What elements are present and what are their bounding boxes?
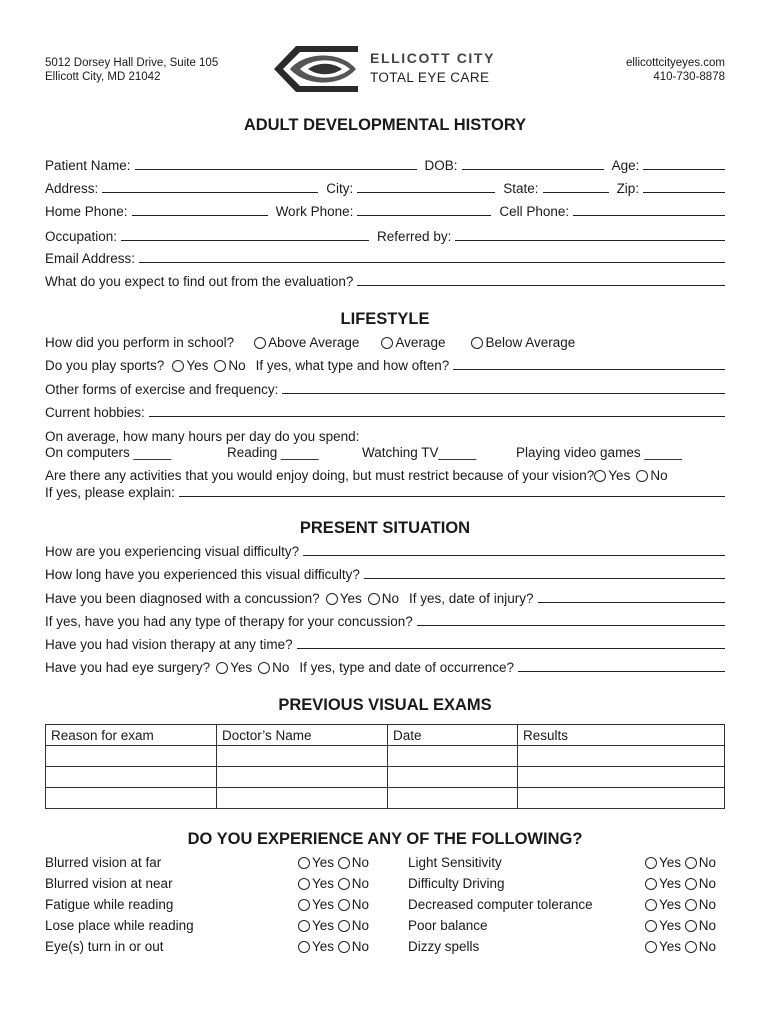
label-cell-phone: Cell Phone: bbox=[499, 204, 570, 219]
option-label: Yes bbox=[608, 468, 631, 483]
concussion-no[interactable] bbox=[368, 591, 399, 606]
referred-by-field[interactable] bbox=[455, 239, 725, 241]
table-cell[interactable] bbox=[518, 767, 725, 788]
label-age: Age: bbox=[611, 158, 640, 173]
label-dob: DOB: bbox=[424, 158, 458, 173]
logo-name: ELLICOTT CITY bbox=[370, 50, 496, 66]
option-average[interactable] bbox=[381, 335, 445, 350]
patient-info-row-5 bbox=[45, 251, 725, 266]
label-home-phone: Home Phone: bbox=[45, 204, 128, 219]
table-cell[interactable] bbox=[46, 767, 217, 788]
present-q2: How long have you experienced this visual difficulty? bbox=[45, 567, 360, 582]
address-line-1: 5012 Dorsey Hall Drive, Suite 105 bbox=[45, 57, 219, 69]
patient-name-field[interactable] bbox=[135, 168, 417, 170]
hours-tv[interactable]: Watching TV_____ bbox=[362, 445, 477, 460]
explain-row bbox=[45, 485, 725, 500]
option-label: No bbox=[698, 897, 717, 912]
table-cell[interactable] bbox=[388, 746, 518, 767]
present-q3-followup: If yes, date of injury? bbox=[408, 591, 534, 606]
symptom-yes-no bbox=[645, 897, 716, 912]
hours-games[interactable]: Playing video games _____ bbox=[516, 445, 682, 460]
option-label: No bbox=[351, 918, 370, 933]
radio-circle-icon[interactable] bbox=[338, 878, 350, 890]
city-field[interactable] bbox=[357, 191, 495, 193]
column-header-reason: Reason for exam bbox=[46, 725, 217, 746]
symptom-label: Difficulty Driving bbox=[408, 876, 505, 891]
radio-circle-icon[interactable] bbox=[338, 899, 350, 911]
hours-reading[interactable]: Reading _____ bbox=[227, 445, 319, 460]
present-q5: Have you had vision therapy at any time? bbox=[45, 637, 293, 652]
cell-phone-field[interactable] bbox=[573, 214, 725, 216]
patient-info-row-4 bbox=[45, 229, 725, 244]
option-label: No bbox=[351, 939, 370, 954]
label-patient-name: Patient Name: bbox=[45, 158, 131, 173]
option-label: No bbox=[698, 876, 717, 891]
exercise-field[interactable] bbox=[282, 392, 725, 394]
radio-circle-icon[interactable] bbox=[338, 857, 350, 869]
option-label: No bbox=[698, 939, 717, 954]
option-label: Yes bbox=[659, 939, 682, 954]
present-row-6 bbox=[45, 660, 725, 675]
option-label: Yes bbox=[312, 918, 335, 933]
label-email: Email Address: bbox=[45, 251, 136, 266]
section-heading-present: PRESENT SITUATION bbox=[299, 519, 471, 537]
exams-table bbox=[45, 724, 725, 809]
symptom-yes-no bbox=[298, 897, 369, 912]
table-cell[interactable] bbox=[388, 788, 518, 809]
zip-field[interactable] bbox=[643, 191, 725, 193]
age-field[interactable] bbox=[643, 168, 725, 170]
option-label: Yes bbox=[312, 855, 335, 870]
option-label: Below Average bbox=[485, 335, 576, 350]
option-label: No bbox=[381, 591, 399, 606]
column-header-results: Results bbox=[518, 725, 725, 746]
patient-info-row-6 bbox=[45, 274, 725, 289]
label-work-phone: Work Phone: bbox=[275, 204, 354, 219]
present-q1-field[interactable] bbox=[303, 554, 725, 556]
present-row-2 bbox=[45, 567, 725, 582]
radio-circle-icon[interactable] bbox=[172, 360, 184, 372]
section-heading-exams: PREVIOUS VISUAL EXAMS bbox=[278, 696, 492, 714]
table-row bbox=[46, 767, 725, 788]
sports-question: Do you play sports? bbox=[45, 358, 165, 373]
patient-info-row-2 bbox=[45, 181, 725, 196]
sports-yes[interactable] bbox=[172, 358, 208, 373]
option-label: No bbox=[698, 855, 717, 870]
radio-circle-icon[interactable] bbox=[685, 941, 697, 953]
state-field[interactable] bbox=[543, 191, 609, 193]
radio-circle-icon[interactable] bbox=[298, 941, 310, 953]
label-state: State: bbox=[503, 181, 539, 196]
email-field[interactable] bbox=[139, 261, 725, 263]
occupation-field[interactable] bbox=[121, 239, 369, 241]
option-label: Yes bbox=[312, 939, 335, 954]
option-label: Yes bbox=[659, 918, 682, 933]
symptom-yes-no bbox=[645, 939, 716, 954]
label-occupation: Occupation: bbox=[45, 229, 118, 244]
option-label: No bbox=[698, 918, 717, 933]
option-label: No bbox=[228, 358, 246, 373]
explain-field[interactable] bbox=[179, 495, 725, 497]
home-phone-field[interactable] bbox=[132, 214, 268, 216]
option-above-average[interactable] bbox=[254, 335, 359, 350]
option-label: Yes bbox=[659, 855, 682, 870]
table-cell[interactable] bbox=[46, 746, 217, 767]
surgery-yes[interactable] bbox=[216, 660, 252, 675]
symptom-yes-no bbox=[645, 918, 716, 933]
radio-circle-icon[interactable] bbox=[326, 593, 338, 605]
label-address: Address: bbox=[45, 181, 99, 196]
present-q6-followup: If yes, type and date of occurrence? bbox=[299, 660, 515, 675]
present-q4-field[interactable] bbox=[417, 624, 725, 626]
present-q5-field[interactable] bbox=[297, 647, 725, 649]
table-cell[interactable] bbox=[388, 767, 518, 788]
symptom-yes-no bbox=[645, 855, 716, 870]
present-row-1 bbox=[45, 544, 725, 559]
radio-circle-icon[interactable] bbox=[636, 470, 648, 482]
school-question: How did you perform in school? bbox=[45, 335, 235, 350]
table-cell[interactable] bbox=[46, 788, 217, 809]
column-header-doctor: Doctor’s Name bbox=[217, 725, 388, 746]
symptom-label: Blurred vision at far bbox=[45, 855, 162, 870]
radio-circle-icon[interactable] bbox=[338, 941, 350, 953]
surgery-no[interactable] bbox=[258, 660, 289, 675]
surgery-details-field[interactable] bbox=[518, 670, 725, 672]
option-label: No bbox=[272, 660, 290, 675]
restrict-no[interactable] bbox=[636, 468, 667, 483]
exercise-label: Other forms of exercise and frequency: bbox=[45, 382, 279, 397]
restrict-question: Are there any activities that you would enjoy doing, but must restrict because of your vision? bbox=[45, 468, 595, 483]
option-label: Yes bbox=[312, 897, 335, 912]
clinic-contact bbox=[626, 56, 725, 84]
radio-circle-icon[interactable] bbox=[645, 878, 657, 890]
hours-question: On average, how many hours per day do you spend: bbox=[45, 429, 360, 444]
option-label: Yes bbox=[339, 591, 362, 606]
radio-circle-icon[interactable] bbox=[214, 360, 226, 372]
hours-computers[interactable]: On computers _____ bbox=[45, 445, 172, 460]
radio-circle-icon[interactable] bbox=[685, 878, 697, 890]
radio-circle-icon[interactable] bbox=[645, 899, 657, 911]
section-heading-lifestyle: LIFESTYLE bbox=[340, 310, 430, 328]
sports-field[interactable] bbox=[453, 368, 725, 370]
radio-circle-icon[interactable] bbox=[471, 337, 483, 349]
page-title: ADULT DEVELOPMENTAL HISTORY bbox=[243, 116, 527, 134]
table-cell[interactable] bbox=[518, 788, 725, 809]
website: ellicottcityeyes.com bbox=[625, 57, 725, 69]
symptom-label: Blurred vision at near bbox=[45, 876, 173, 891]
radio-circle-icon[interactable] bbox=[258, 662, 270, 674]
clinic-logo bbox=[270, 42, 520, 96]
option-label: Yes bbox=[186, 358, 209, 373]
symptom-yes-no bbox=[298, 855, 369, 870]
option-label: Yes bbox=[230, 660, 253, 675]
eye-logo-icon bbox=[270, 42, 362, 96]
table-cell[interactable] bbox=[217, 767, 388, 788]
section-heading-symptoms: DO YOU EXPERIENCE ANY OF THE FOLLOWING? bbox=[187, 830, 583, 848]
phone: 410-730-8878 bbox=[653, 71, 725, 83]
radio-circle-icon[interactable] bbox=[645, 941, 657, 953]
symptom-yes-no bbox=[298, 918, 369, 933]
radio-circle-icon[interactable] bbox=[298, 878, 310, 890]
label-expectation: What do you expect to find out from the evaluation? bbox=[45, 274, 354, 289]
option-label: No bbox=[351, 855, 370, 870]
sports-row bbox=[45, 358, 725, 373]
option-below-average[interactable] bbox=[471, 335, 575, 350]
option-label: Yes bbox=[659, 897, 682, 912]
symptom-label: Poor balance bbox=[408, 918, 488, 933]
present-row-4 bbox=[45, 614, 725, 629]
radio-circle-icon[interactable] bbox=[298, 920, 310, 932]
present-q3: Have you been diagnosed with a concussion? bbox=[45, 591, 320, 606]
radio-circle-icon[interactable] bbox=[368, 593, 380, 605]
restrict-row bbox=[45, 468, 735, 483]
radio-circle-icon[interactable] bbox=[685, 899, 697, 911]
column-header-date: Date bbox=[388, 725, 518, 746]
radio-circle-icon[interactable] bbox=[645, 920, 657, 932]
present-q2-field[interactable] bbox=[364, 577, 725, 579]
label-city: City: bbox=[326, 181, 354, 196]
table-row bbox=[46, 788, 725, 809]
address-field[interactable] bbox=[102, 191, 318, 193]
present-q1: How are you experiencing visual difficulty? bbox=[45, 544, 300, 559]
symptom-label: Lose place while reading bbox=[45, 918, 194, 933]
symptom-label: Fatigue while reading bbox=[45, 897, 174, 912]
radio-circle-icon[interactable] bbox=[338, 920, 350, 932]
symptom-yes-no bbox=[645, 876, 716, 891]
patient-info-row-3 bbox=[45, 204, 725, 219]
concussion-yes[interactable] bbox=[326, 591, 362, 606]
hobbies-field[interactable] bbox=[149, 415, 725, 417]
table-cell[interactable] bbox=[217, 788, 388, 809]
option-label: Above Average bbox=[268, 335, 360, 350]
symptom-yes-no bbox=[298, 876, 369, 891]
restrict-yes[interactable] bbox=[594, 468, 630, 483]
clinic-address bbox=[45, 56, 218, 84]
present-row-5 bbox=[45, 637, 725, 652]
explain-label: If yes, please explain: bbox=[45, 485, 175, 500]
symptom-yes-no bbox=[298, 939, 369, 954]
table-cell[interactable] bbox=[518, 746, 725, 767]
radio-circle-icon[interactable] bbox=[298, 899, 310, 911]
option-label: Yes bbox=[312, 876, 335, 891]
label-zip: Zip: bbox=[616, 181, 640, 196]
expectation-field[interactable] bbox=[357, 284, 725, 286]
present-q6: Have you had eye surgery? bbox=[45, 660, 211, 675]
option-label: No bbox=[650, 468, 668, 483]
sports-followup: If yes, what type and how often? bbox=[255, 358, 450, 373]
radio-circle-icon[interactable] bbox=[594, 470, 606, 482]
symptom-label: Eye(s) turn in or out bbox=[45, 939, 164, 954]
table-row bbox=[46, 746, 725, 767]
sports-no[interactable] bbox=[214, 358, 245, 373]
label-referred-by: Referred by: bbox=[377, 229, 452, 244]
radio-circle-icon[interactable] bbox=[645, 857, 657, 869]
symptom-label: Light Sensitivity bbox=[408, 855, 502, 870]
radio-circle-icon[interactable] bbox=[381, 337, 393, 349]
radio-circle-icon[interactable] bbox=[216, 662, 228, 674]
present-row-3 bbox=[45, 591, 725, 606]
address-line-2: Ellicott City, MD 21042 bbox=[45, 71, 161, 83]
injury-date-field[interactable] bbox=[538, 601, 725, 603]
work-phone-field[interactable] bbox=[357, 214, 491, 216]
logo-subtitle: TOTAL EYE CARE bbox=[370, 70, 490, 85]
table-cell[interactable] bbox=[217, 746, 388, 767]
hobbies-label: Current hobbies: bbox=[45, 405, 145, 420]
option-label: No bbox=[351, 897, 370, 912]
option-label: Yes bbox=[659, 876, 682, 891]
table-header-row bbox=[46, 725, 725, 746]
option-label: No bbox=[351, 876, 370, 891]
present-q4: If yes, have you had any type of therapy for your concussion? bbox=[45, 614, 413, 629]
radio-circle-icon[interactable] bbox=[685, 920, 697, 932]
symptom-label: Decreased computer tolerance bbox=[408, 897, 593, 912]
radio-circle-icon[interactable] bbox=[298, 857, 310, 869]
hobbies-row bbox=[45, 405, 725, 420]
symptom-label: Dizzy spells bbox=[408, 939, 480, 954]
exercise-row bbox=[45, 382, 725, 397]
option-label: Average bbox=[395, 335, 446, 350]
dob-field[interactable] bbox=[462, 168, 604, 170]
school-performance-row bbox=[45, 335, 575, 350]
radio-circle-icon[interactable] bbox=[254, 337, 266, 349]
radio-circle-icon[interactable] bbox=[685, 857, 697, 869]
patient-info-row-1 bbox=[45, 158, 725, 173]
